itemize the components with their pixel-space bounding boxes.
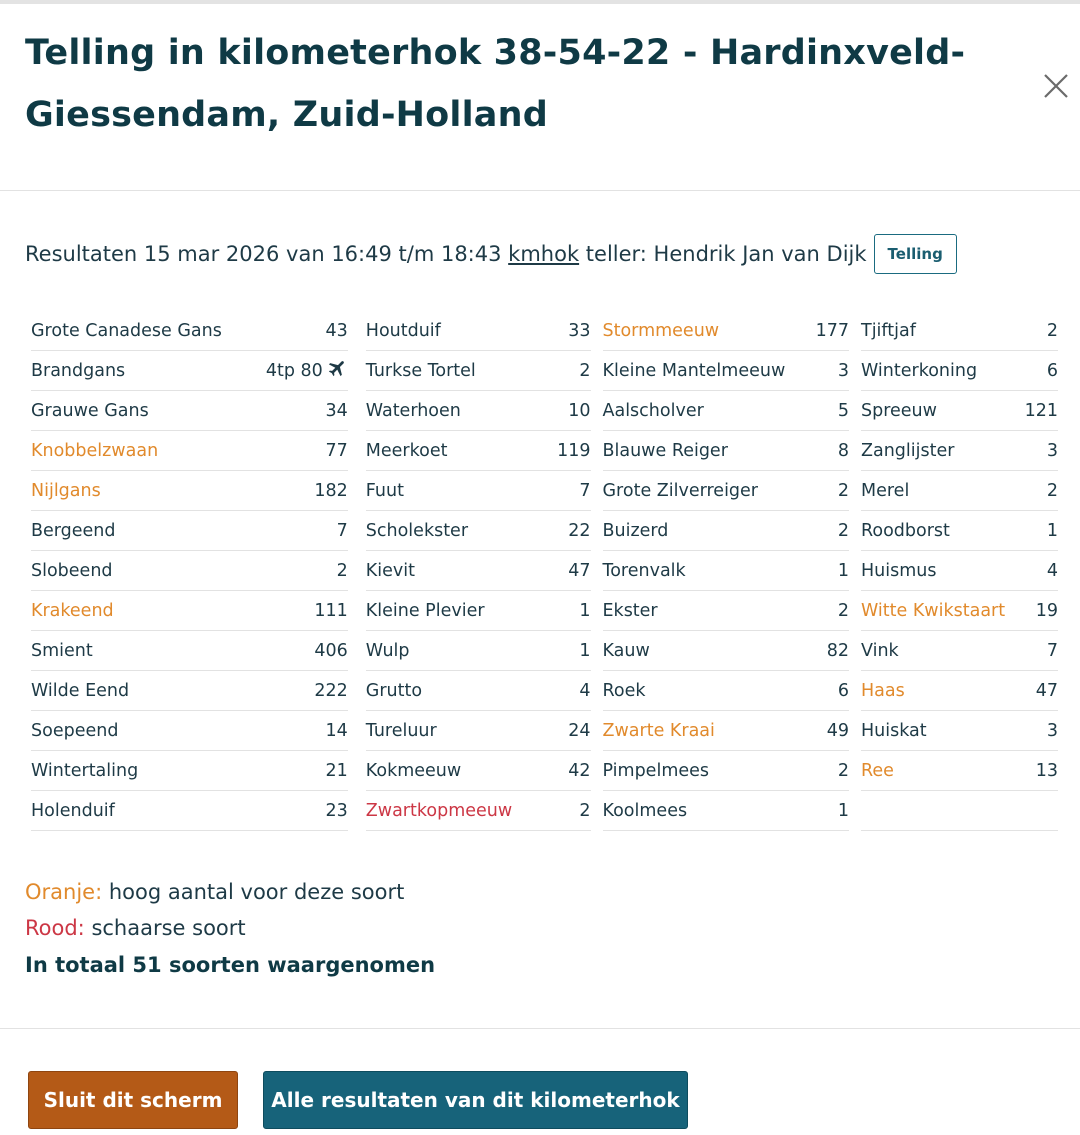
species-count — [827, 721, 849, 741]
species-count — [568, 321, 590, 341]
species-row — [603, 711, 850, 751]
species-row — [603, 471, 850, 511]
species-row — [31, 671, 348, 711]
species-count-value: 5 — [837, 400, 849, 421]
footer-divider — [0, 1028, 1080, 1029]
results-date-range: Resultaten 15 mar 2026 van 16:49 t/m 18:43 — [25, 242, 502, 266]
species-name: Kievit — [365, 560, 415, 581]
species-name: Nijlgans — [31, 480, 101, 501]
species-count — [1047, 521, 1058, 541]
species-row — [31, 711, 348, 751]
species-count — [568, 761, 590, 781]
species-name: Fuut — [365, 480, 404, 501]
species-row — [366, 511, 591, 551]
species-row — [31, 351, 348, 391]
species-name: Kleine Mantelmeeuw — [602, 360, 786, 381]
species-row — [603, 351, 850, 391]
species-row — [31, 551, 348, 591]
species-name: Scholekster — [365, 520, 469, 541]
species-name: Kokmeeuw — [365, 760, 462, 781]
species-row — [366, 711, 591, 751]
species-row — [31, 791, 348, 831]
species-row — [31, 311, 348, 351]
species-row — [861, 791, 1058, 831]
species-row — [603, 631, 850, 671]
species-row — [861, 431, 1058, 471]
species-count — [838, 561, 849, 581]
species-row — [861, 751, 1058, 791]
species-name: Huismus — [861, 560, 937, 581]
species-row — [861, 511, 1058, 551]
species-count-value: 4tp 80 — [265, 360, 323, 381]
species-row — [31, 471, 348, 511]
legend-red-key: Rood: — [25, 916, 85, 940]
species-count — [1047, 321, 1058, 341]
species-count-value: 1 — [837, 800, 849, 821]
species-count — [1047, 441, 1058, 461]
species-count — [838, 681, 849, 701]
species-count — [337, 521, 348, 541]
species-count-value: 7 — [1046, 640, 1058, 661]
species-row — [861, 711, 1058, 751]
telling-badge[interactable]: Telling — [874, 234, 957, 274]
species-count — [326, 801, 348, 821]
species-name: Slobeend — [31, 560, 113, 581]
species-name: Tureluur — [365, 720, 437, 741]
species-count-value: 3 — [1046, 720, 1058, 741]
species-column-3 — [597, 311, 856, 831]
species-row — [603, 391, 850, 431]
species-row — [366, 591, 591, 631]
species-row — [861, 471, 1058, 511]
species-row — [366, 471, 591, 511]
species-count-value: 49 — [826, 720, 849, 741]
species-count-value: 77 — [325, 440, 348, 461]
species-row — [366, 791, 591, 831]
species-name: Turkse Tortel — [365, 360, 476, 381]
species-count — [568, 561, 590, 581]
species-name: Wilde Eend — [31, 680, 130, 701]
species-row — [366, 351, 591, 391]
species-count — [314, 641, 347, 661]
species-count-value: 222 — [314, 680, 348, 701]
legend-orange-text: hoog aantal voor deze soort — [108, 880, 405, 904]
species-count — [326, 721, 348, 741]
species-name: Haas — [861, 680, 905, 701]
species-count-value: 2 — [579, 800, 591, 821]
species-row — [31, 431, 348, 471]
species-count — [579, 801, 590, 821]
species-count-value: 7 — [336, 520, 348, 541]
species-count — [1036, 681, 1058, 701]
species-count — [1036, 761, 1058, 781]
species-count — [579, 681, 590, 701]
species-count — [838, 481, 849, 501]
species-count — [838, 361, 849, 381]
species-count-value: 1 — [579, 640, 591, 661]
species-count-value: 182 — [314, 480, 348, 501]
species-count-value: 2 — [1046, 480, 1058, 501]
species-row — [861, 391, 1058, 431]
species-row — [603, 431, 850, 471]
species-name: Zwarte Kraai — [602, 720, 715, 741]
species-count-value: 121 — [1024, 400, 1058, 421]
species-count — [337, 561, 348, 581]
species-count-value: 2 — [336, 560, 348, 581]
species-count-value: 23 — [325, 800, 348, 821]
species-count-value: 82 — [826, 640, 849, 661]
species-row — [366, 551, 591, 591]
species-count — [838, 401, 849, 421]
species-row — [603, 751, 850, 791]
species-name: Merel — [861, 480, 910, 501]
species-row — [861, 591, 1058, 631]
species-name: Torenvalk — [602, 560, 686, 581]
species-count-value: 111 — [314, 600, 348, 621]
species-name: Meerkoet — [365, 440, 448, 461]
species-count-value: 2 — [1046, 320, 1058, 341]
species-name: Krakeend — [31, 600, 114, 621]
species-name: Grote Zilverreiger — [602, 480, 759, 501]
species-count-value: 1 — [579, 600, 591, 621]
species-count-value: 6 — [1046, 360, 1058, 381]
species-count — [1025, 401, 1058, 421]
species-count-value: 6 — [837, 680, 849, 701]
species-count — [568, 721, 590, 741]
legend-red — [25, 916, 246, 940]
results-teller: teller: Hendrik Jan van Dijk — [585, 242, 867, 266]
species-name: Roodborst — [861, 520, 950, 541]
species-count — [1036, 601, 1058, 621]
species-name: Grote Canadese Gans — [31, 320, 222, 341]
species-count-value: 3 — [837, 360, 849, 381]
legend-orange-key: Oranje: — [25, 880, 103, 904]
species-name: Roek — [602, 680, 646, 701]
species-count-value: 2 — [837, 520, 849, 541]
species-count-value: 7 — [579, 480, 591, 501]
species-row — [603, 791, 850, 831]
species-count — [568, 521, 590, 541]
species-name: Blauwe Reiger — [602, 440, 728, 461]
close-icon[interactable] — [1040, 70, 1072, 102]
species-count — [1047, 361, 1058, 381]
species-count — [838, 801, 849, 821]
species-name: Ekster — [602, 600, 658, 621]
species-count — [838, 761, 849, 781]
species-row — [366, 431, 591, 471]
species-name: Soepeend — [31, 720, 119, 741]
species-name: Winterkoning — [861, 360, 978, 381]
species-count — [314, 681, 347, 701]
species-row — [861, 631, 1058, 671]
species-name: Tjiftjaf — [861, 320, 916, 341]
species-count-value: 24 — [568, 720, 591, 741]
species-row — [31, 591, 348, 631]
species-count — [579, 361, 590, 381]
species-row — [861, 551, 1058, 591]
species-count-value: 2 — [837, 480, 849, 501]
species-count — [579, 601, 590, 621]
species-name: Kauw — [602, 640, 650, 661]
all-results-button[interactable]: Alle resultaten van dit kilometerhok — [263, 1071, 688, 1129]
species-row — [603, 511, 850, 551]
species-count-value: 21 — [325, 760, 348, 781]
header-divider — [0, 190, 1080, 191]
airplane-icon — [326, 357, 348, 384]
species-count-value: 177 — [815, 320, 849, 341]
species-count — [838, 601, 849, 621]
species-name: Stormmeeuw — [602, 320, 720, 341]
species-row — [31, 391, 348, 431]
species-count — [579, 481, 590, 501]
species-name: Bergeend — [31, 520, 116, 541]
species-count — [326, 401, 348, 421]
species-name: Wulp — [365, 640, 410, 661]
species-column-1 — [25, 311, 360, 831]
species-name: Vink — [861, 640, 899, 661]
species-count-value: 22 — [568, 520, 591, 541]
species-name: Zwartkopmeeuw — [365, 800, 513, 821]
species-count — [266, 357, 348, 384]
species-row — [31, 751, 348, 791]
species-count — [827, 641, 849, 661]
species-name: Koolmees — [602, 800, 688, 821]
species-count — [838, 521, 849, 541]
legend-orange — [25, 880, 404, 904]
results-summary — [25, 232, 957, 276]
species-row — [861, 671, 1058, 711]
species-name: Aalscholver — [602, 400, 704, 421]
species-row — [366, 751, 591, 791]
species-count-value: 2 — [837, 760, 849, 781]
species-name: Holenduif — [31, 800, 115, 821]
species-count-value: 2 — [579, 360, 591, 381]
species-count — [816, 321, 849, 341]
species-name: Pimpelmees — [602, 760, 710, 781]
species-name: Huiskat — [861, 720, 927, 741]
species-row — [603, 671, 850, 711]
species-count-value: 42 — [568, 760, 591, 781]
species-count — [326, 321, 348, 341]
species-count — [838, 441, 849, 461]
species-row — [603, 551, 850, 591]
species-row — [366, 671, 591, 711]
species-name: Spreeuw — [861, 400, 937, 421]
species-row — [861, 351, 1058, 391]
species-count — [1047, 481, 1058, 501]
legend-red-text: schaarse soort — [91, 916, 246, 940]
species-count-value: 119 — [557, 440, 591, 461]
species-count-value: 406 — [314, 640, 348, 661]
species-count-value: 13 — [1035, 760, 1058, 781]
species-name: Grutto — [365, 680, 423, 701]
species-count-value: 33 — [568, 320, 591, 341]
species-count — [314, 481, 347, 501]
species-row — [366, 391, 591, 431]
species-name: Brandgans — [31, 360, 126, 381]
species-count-value: 47 — [1035, 680, 1058, 701]
species-name: Knobbelzwaan — [31, 440, 159, 461]
page-title: Telling in kilometerhok 38-54-22 - Hardinxveld-Giessendam, Zuid-Holland — [25, 33, 966, 135]
species-row — [366, 311, 591, 351]
species-count-value: 14 — [325, 720, 348, 741]
species-count — [326, 761, 348, 781]
species-name: Ree — [861, 760, 894, 781]
species-count — [1047, 721, 1058, 741]
species-count-value: 8 — [837, 440, 849, 461]
species-count-value: 10 — [568, 400, 591, 421]
species-count-value: 2 — [837, 600, 849, 621]
species-name: Witte Kwikstaart — [861, 600, 1006, 621]
species-count-value: 43 — [325, 320, 348, 341]
species-count-value: 1 — [837, 560, 849, 581]
species-count — [579, 641, 590, 661]
species-count-value: 4 — [1046, 560, 1058, 581]
top-border — [0, 0, 1080, 4]
species-column-4 — [855, 311, 1064, 831]
species-name: Waterhoen — [365, 400, 461, 421]
species-count-value: 4 — [579, 680, 591, 701]
total-species: In totaal 51 soorten waargenomen — [25, 953, 436, 977]
species-name: Grauwe Gans — [31, 400, 149, 421]
species-count-value: 34 — [325, 400, 348, 421]
species-count-value: 1 — [1046, 520, 1058, 541]
species-name: Zanglijster — [861, 440, 955, 461]
species-row — [366, 631, 591, 671]
species-name: Houtduif — [365, 320, 441, 341]
species-name: Smient — [31, 640, 93, 661]
species-count — [314, 601, 347, 621]
species-count-value: 3 — [1046, 440, 1058, 461]
species-row — [603, 591, 850, 631]
species-count — [557, 441, 590, 461]
species-count — [1047, 641, 1058, 661]
species-row — [861, 311, 1058, 351]
species-count — [568, 401, 590, 421]
species-count — [1047, 561, 1058, 581]
species-count — [326, 441, 348, 461]
species-name: Wintertaling — [31, 760, 139, 781]
species-count-value: 47 — [568, 560, 591, 581]
species-column-2 — [360, 311, 597, 831]
species-name: Buizerd — [602, 520, 669, 541]
species-row — [31, 511, 348, 551]
species-table — [25, 311, 1064, 831]
species-count-value: 19 — [1035, 600, 1058, 621]
species-row — [603, 311, 850, 351]
species-row — [31, 631, 348, 671]
close-screen-button[interactable]: Sluit dit scherm — [28, 1071, 238, 1129]
species-name: Kleine Plevier — [365, 600, 485, 621]
kmhok-link[interactable]: kmhok — [508, 242, 580, 266]
